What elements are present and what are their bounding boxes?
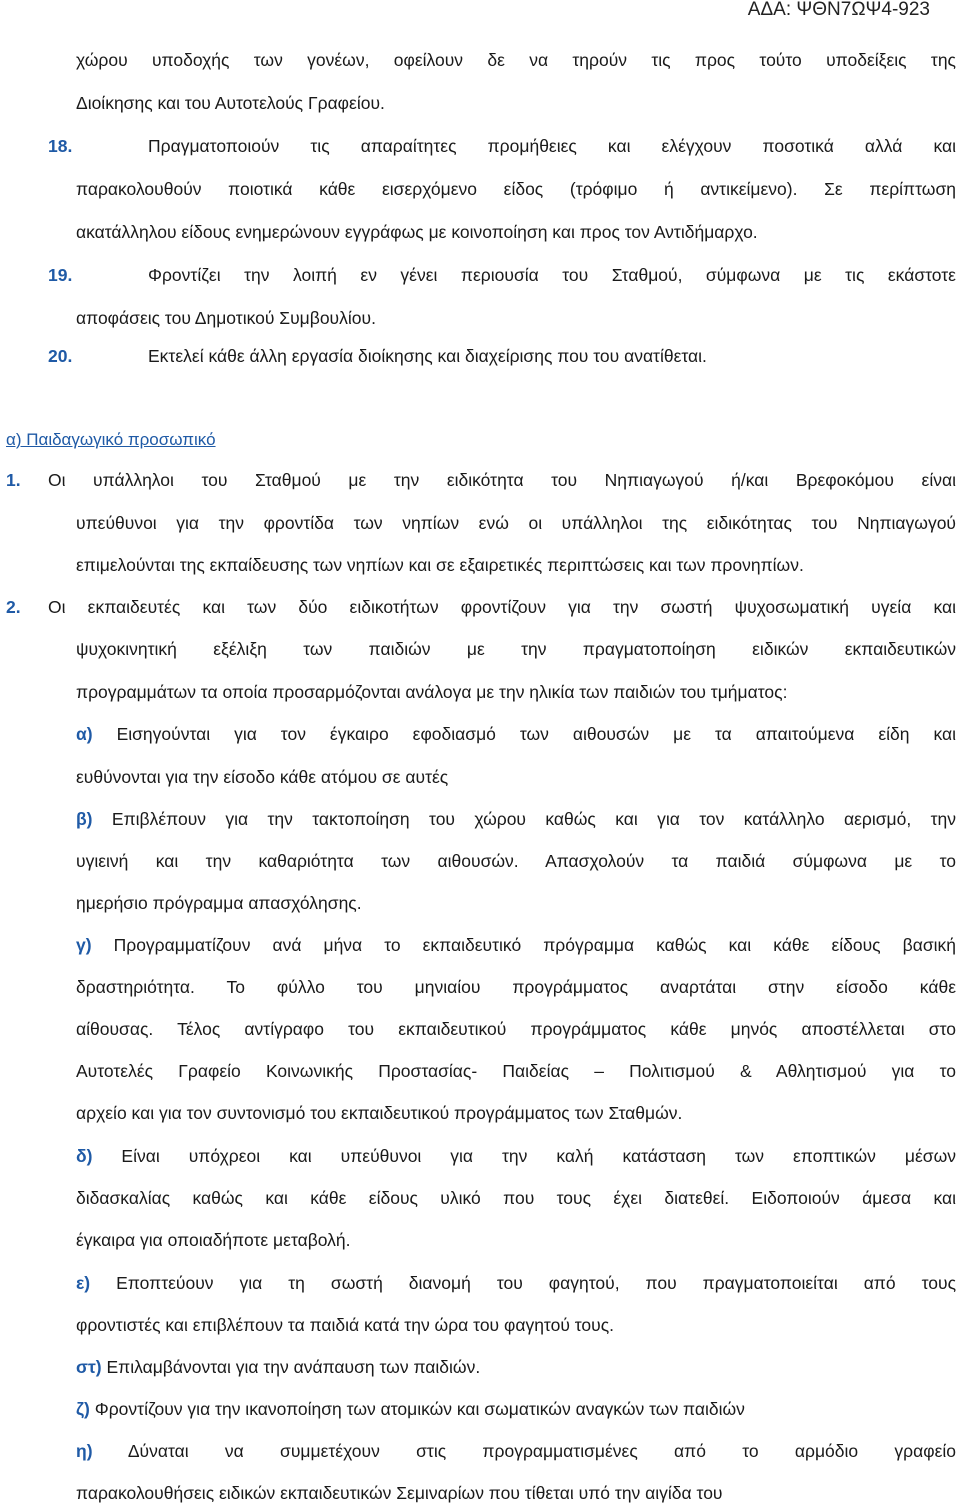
subitem-z (76, 1397, 956, 1421)
text-line: υπεύθυνοι για την φροντίδα των νηπίων ενώ οι υπάλληλοι της ειδικότητας του Νηπιαγωγού (76, 513, 956, 533)
text-line: υγιεινή και την καθαριότητα των αιθουσών. Απασχολούν τα παιδιά σύμφωνα με το (76, 851, 956, 871)
text-line: Είναι υπόχρεοι και υπεύθυνοι για την καλή κατάσταση των εποπτικών μέσων (121, 1146, 956, 1166)
text-line: επιμελούνται της εκπαίδευσης των νηπίων και σε εξαιρετικές περιπτώσεις και των προνηπίων. (76, 555, 804, 575)
subitem-a (76, 722, 956, 746)
item-number-19: 19. (48, 265, 73, 285)
text-line: ημερήσιο πρόγραμμα απασχόλησης. (76, 893, 362, 913)
text-line: Εκτελεί κάθε άλλη εργασία διοίκησης και διαχείρισης που του ανατίθεται. (148, 346, 707, 366)
text-line: Οι εκπαιδευτές και των δύο ειδικοτήτων φροντίζουν για την σωστή ψυχοσωματική υγεία και (48, 597, 956, 617)
text-line: Πραγματοποιούν τις απαραίτητες προμήθειες και ελέγχουν ποσοτικά αλλά και (148, 136, 956, 156)
text-line: φροντιστές και επιβλέπουν τα παιδιά κατά την ώρα του φαγητού τους. (76, 1315, 615, 1335)
subitem-label: β) (76, 809, 93, 829)
text-line: Εισηγούνται για τον έγκαιρο εφοδιασμό των αιθουσών με τα απαιτούμενα είδη και (116, 724, 956, 744)
text-line: αίθουσας. Τέλος αντίγραφο του εκπαιδευτικού προγράμματος κάθε μηνός αποστέλλεται στο (76, 1019, 956, 1039)
text-line: Αυτοτελές Γραφείο Κοινωνικής Προστασίας- Παιδείας – Πολιτισμού & Αθλητισμού για το (76, 1061, 956, 1081)
text-line: Εποπτεύουν για τη σωστή διανομή του φαγητού, που πραγματοποιείται από τους (116, 1273, 956, 1293)
item-number-20: 20. (48, 346, 73, 366)
subitem-st (76, 1355, 956, 1379)
text-line: αρχείο και για τον συντονισμό του εκπαιδευτικού προγράμματος των Σταθμών. (76, 1103, 683, 1123)
subitem-label: η) (76, 1441, 93, 1461)
text-line: διδασκαλίας καθώς και κάθε είδους υλικό που τους έχει διατεθεί. Ειδοποιούν άμεσα και (76, 1188, 956, 1208)
subitem-label: στ) (76, 1357, 102, 1377)
text-line: Φροντίζουν για την ικανοποίηση των ατομικών και σωματικών αναγκών των παιδιών (94, 1399, 745, 1419)
text-line: Επιλαμβάνονται για την ανάπαυση των παιδιών. (106, 1357, 481, 1377)
subitem-label: δ) (76, 1146, 93, 1166)
section-heading: α) Παιδαγωγικό προσωπικό (6, 430, 216, 449)
text-line: παρακολουθούν ποιοτικά κάθε εισερχόμενο είδος (τρόφιμο ή αντικείμενο). Σε περίπτωση (76, 179, 956, 199)
text-line: προγραμμάτων τα οποία προσαρμόζονται ανάλογα με την ηλικία των παιδιών του τμήματος: (76, 682, 788, 702)
text-line: αποφάσεις του Δημοτικού Συμβουλίου. (76, 308, 376, 328)
text-line: Προγραμματίζουν ανά μήνα το εκπαιδευτικό πρόγραμμα καθώς και κάθε είδους βασική (113, 935, 956, 955)
subitem-label: γ) (76, 935, 92, 955)
subitem-label: ε) (76, 1273, 91, 1293)
item-number-1: 1. (6, 470, 21, 490)
subitem-label: ζ) (76, 1399, 90, 1419)
text-line: Οι υπάλληλοι του Σταθμού με την ειδικότητα του Νηπιαγωγού ή/και Βρεφοκόμου είναι (48, 470, 956, 490)
subitem-d (76, 1144, 956, 1168)
subitem-b (76, 807, 956, 831)
text-line: ακατάλληλου είδους ενημερώνουν εγγράφως με κοινοποίηση και προς τον Αντιδήμαρχο. (76, 222, 758, 242)
text-line: ευθύνονται για την είσοδο κάθε ατόμου σε αυτές (76, 767, 449, 787)
text-line: χώρου υποδοχής των γονέων, οφείλουν δε να τηρούν τις προς τούτο υποδείξεις της (76, 50, 956, 70)
text-line: Επιβλέπουν για την τακτοποίηση του χώρου καθώς και για τον κατάλληλο αερισμό, την (111, 809, 956, 829)
text-line: Διοίκησης και του Αυτοτελούς Γραφείου. (76, 93, 385, 113)
document-code: ΑΔΑ: ΨΘΝ7ΩΨ4-923 (747, 0, 930, 20)
text-line: παρακολουθήσεις ειδικών εκπαιδευτικών Σεμιναρίων που τίθεται υπό την αιγίδα του (76, 1483, 723, 1503)
subitem-label: α) (76, 724, 93, 744)
item-number-2: 2. (6, 597, 21, 617)
text-line: έγκαιρα για οποιαδήποτε μεταβολή. (76, 1230, 351, 1250)
subitem-e (76, 1271, 956, 1295)
subitem-c (76, 933, 956, 957)
text-line: Δύναται να συμμετέχουν στις προγραμματισμένες από το αρμόδιο γραφείο (127, 1441, 956, 1461)
item-number-18: 18. (48, 136, 73, 156)
subitem-h (76, 1439, 956, 1463)
text-line: δραστηριότητα. Το φύλλο του μηνιαίου προγράμματος αναρτάται στην είσοδο κάθε (76, 977, 956, 997)
text-line: Φροντίζει την λοιπή εν γένει περιουσία του Σταθμού, σύμφωνα με τις εκάστοτε (148, 265, 956, 285)
text-line: ψυχοκινητική εξέλιξη των παιδιών με την πραγματοποίηση ειδικών εκπαιδευτικών (76, 639, 956, 659)
